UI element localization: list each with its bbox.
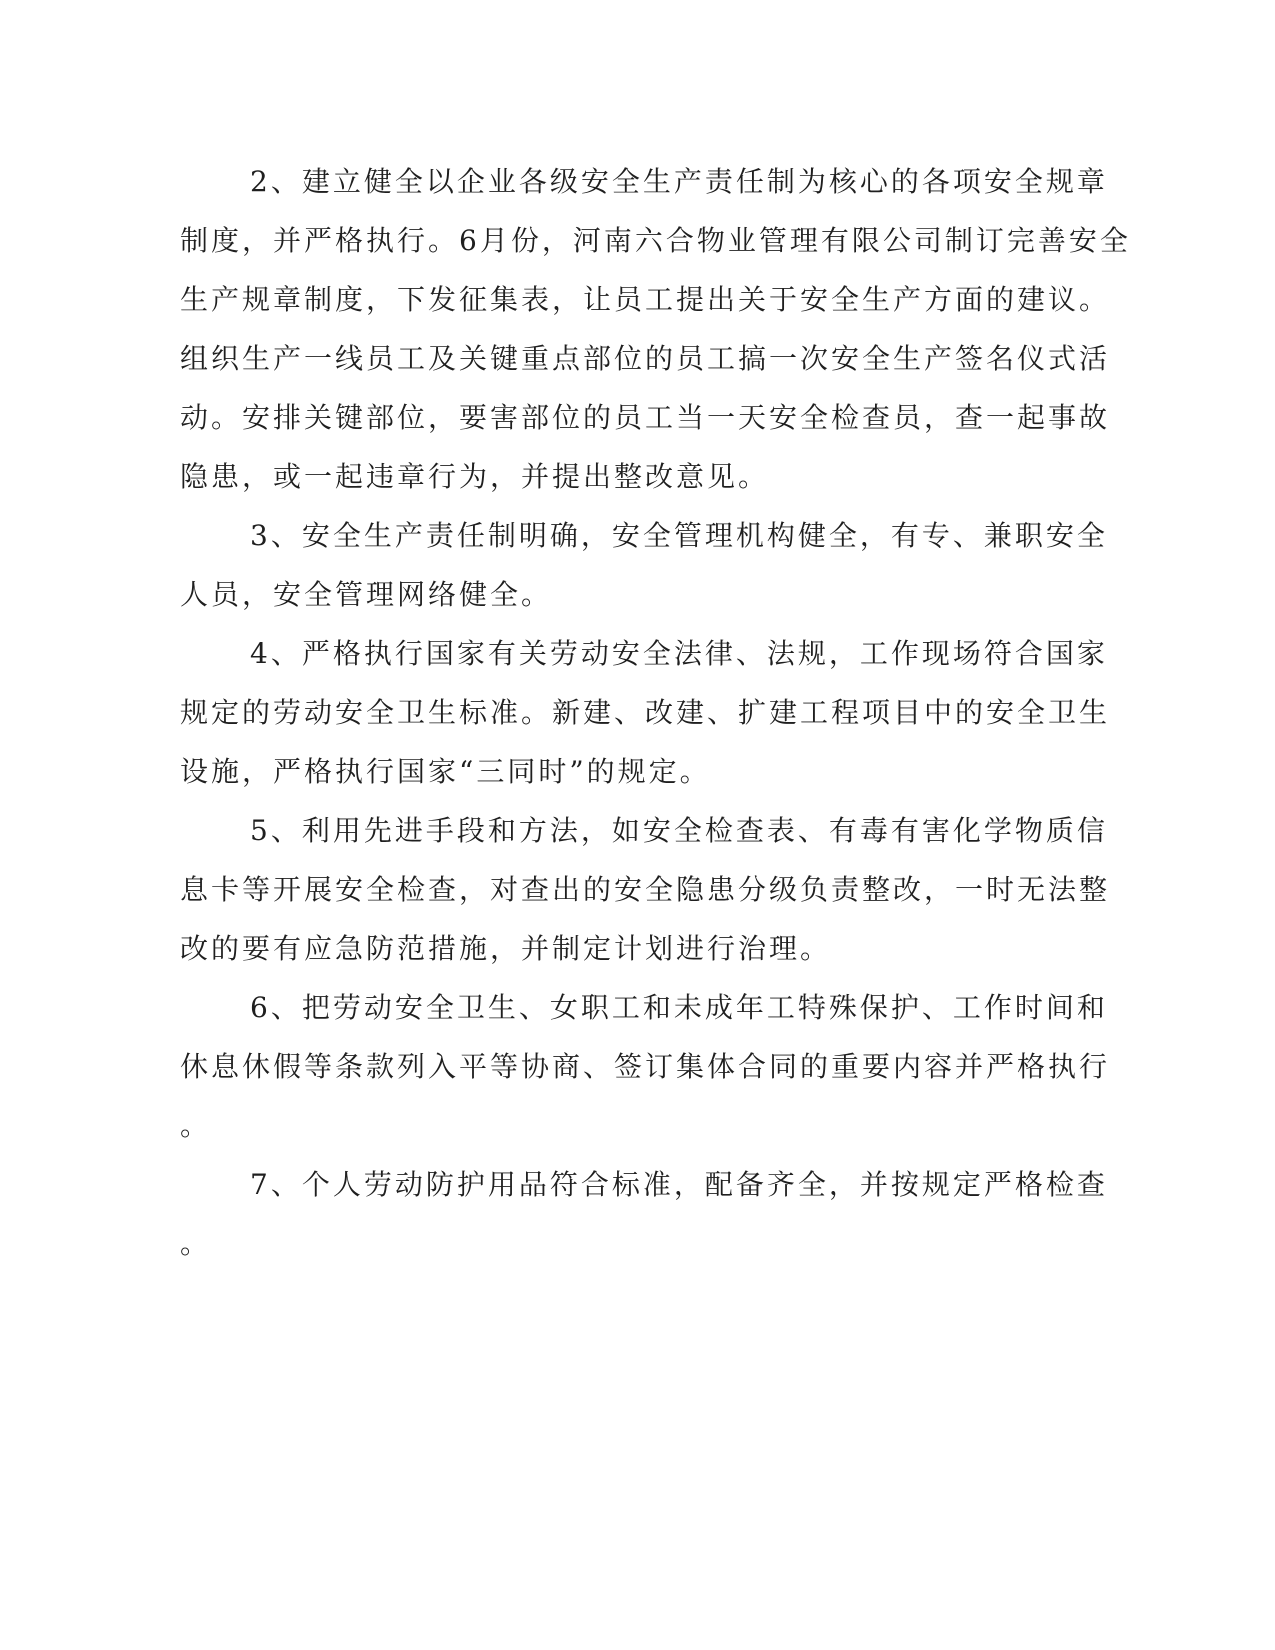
text-line: 动。安排关键部位，要害部位的员工当一天安全检查员，查一起事故 — [180, 401, 1111, 434]
text-line: 4、严格执行国家有关劳动安全法律、法规，工作现场符合国家 — [250, 637, 1108, 670]
text-line: 息卡等开展安全检查，对查出的安全隐患分级负责整改，一时无法整 — [180, 873, 1111, 906]
paragraph-item-6 — [180, 978, 1111, 1155]
paragraph-item-3 — [180, 506, 1108, 624]
text-line: 规定的劳动安全卫生标准。新建、改建、扩建工程项目中的安全卫生 — [180, 696, 1111, 729]
text-line: 设施，严格执行国家“三同时”的规定。 — [180, 755, 711, 788]
text-line: 。 — [180, 1109, 212, 1142]
text-line: 改的要有应急防范措施，并制定计划进行治理。 — [180, 932, 832, 965]
text-line: 隐患，或一起违章行为，并提出整改意见。 — [180, 460, 770, 493]
text-line: 人员，安全管理网络健全。 — [180, 578, 553, 611]
text-line: 生产规章制度，下发征集表，让员工提出关于安全生产方面的建议。 — [180, 283, 1111, 316]
text-line: 3、安全生产责任制明确，安全管理机构健全，有专、兼职安全 — [250, 519, 1108, 552]
paragraph-item-7 — [180, 1155, 1108, 1273]
paragraph-item-5 — [180, 801, 1111, 978]
paragraph-item-2 — [180, 152, 1131, 506]
text-line: 组织生产一线员工及关键重点部位的员工搞一次安全生产签名仪式活 — [180, 342, 1111, 375]
text-line: 5、利用先进手段和方法，如安全检查表、有毒有害化学物质信 — [250, 814, 1108, 847]
document-body — [180, 152, 1131, 1273]
text-line: 制度，并严格执行。6月份，河南六合物业管理有限公司制订完善安全 — [180, 224, 1131, 257]
text-line: 2、建立健全以企业各级安全生产责任制为核心的各项安全规章 — [250, 165, 1108, 198]
paragraph-item-4 — [180, 624, 1111, 801]
text-line: 休息休假等条款列入平等协商、签订集体合同的重要内容并严格执行 — [180, 1050, 1111, 1083]
text-line: 6、把劳动安全卫生、女职工和未成年工特殊保护、工作时间和 — [250, 991, 1108, 1024]
text-line: 。 — [180, 1227, 212, 1260]
text-line: 7、个人劳动防护用品符合标准，配备齐全，并按规定严格检查 — [250, 1168, 1108, 1201]
